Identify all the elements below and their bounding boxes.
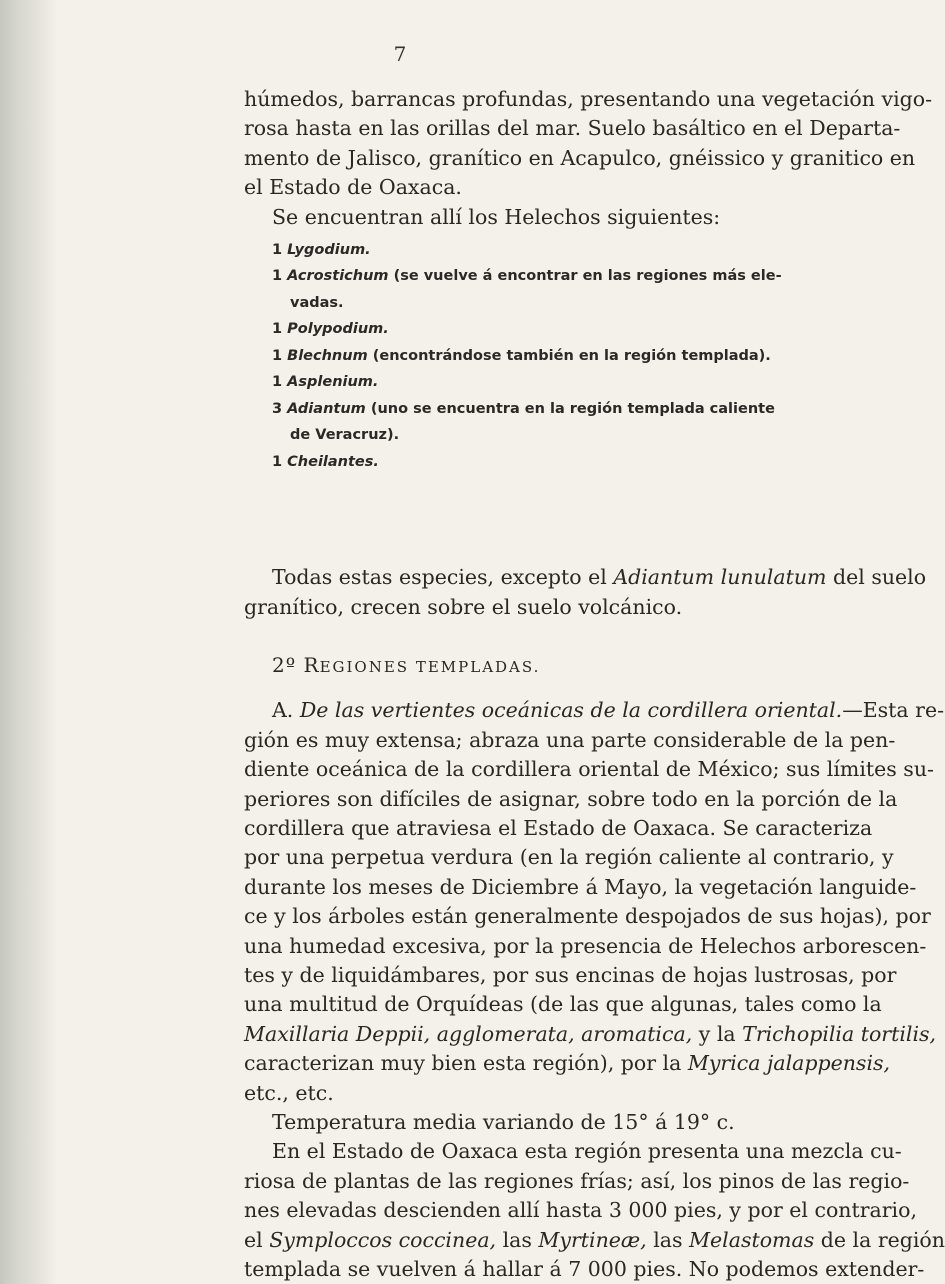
list-count: 1 [272, 374, 283, 391]
text-line: riosa de plantas de las regiones frías; así, los pinos de las regio- [244, 1168, 910, 1193]
list-item [272, 264, 782, 288]
text-line: etc., etc. [244, 1080, 334, 1105]
text-line: diente oceánica de la cordillera oriental de México; sus límites su- [244, 757, 934, 782]
list-item [290, 423, 399, 447]
genus-name: Lygodium. [287, 241, 371, 258]
text-line: el Estado de Oaxaca. [244, 175, 462, 200]
subsection-title: De las vertientes oceánicas de la cordillera oriental. [299, 698, 843, 723]
text-line: el Symploccos coccinea, las Myrtineæ, las Melastomas de la región [244, 1227, 945, 1252]
text-line: por una perpetua verdura (en la región caliente al contrario, y [244, 845, 894, 870]
list-item [272, 370, 378, 394]
species-name: Myrica jalappensis, [687, 1051, 891, 1076]
species-name: Trichopilia tortilis, [742, 1021, 937, 1046]
list-count: 1 [272, 347, 283, 364]
species-name: Symploccos coccinea, [269, 1227, 497, 1252]
genus-name: Polypodium. [287, 321, 389, 338]
list-note: vadas. [290, 294, 344, 311]
text-line: A. De las vertientes oceánicas de la cordillera oriental.—Esta re- [272, 698, 945, 723]
list-count: 1 [272, 321, 283, 338]
text-line: ce y los árboles están generalmente despojados de sus hojas), por [244, 904, 931, 929]
genus-name: Asplenium. [287, 374, 379, 391]
species-name: Myrtineæ, [538, 1227, 647, 1252]
section-heading: 2º REGIONES TEMPLADAS. [272, 653, 541, 678]
text-line: durante los meses de Diciembre á Mayo, la vegetación languide- [244, 874, 917, 899]
list-count: 1 [272, 268, 283, 285]
genus-name: Blechnum [287, 347, 368, 364]
page-number: 7 [393, 42, 407, 66]
text-line: caracterizan muy bien esta región), por la Myrica jalappensis, [244, 1051, 891, 1076]
text-line: Maxillaria Deppii, agglomerata, aromatica, y la Trichopilia tortilis, [244, 1021, 937, 1046]
text-line: granítico, crecen sobre el suelo volcánico. [244, 594, 683, 619]
text-line: Se encuentran allí los Helechos siguientes: [272, 204, 721, 229]
list-count: 1 [272, 241, 283, 258]
list-item [272, 238, 371, 262]
text-line: Todas estas especies, excepto el Adiantum lunulatum del suelo [272, 565, 927, 590]
species-name: Adiantum lunulatum [613, 565, 827, 590]
text-line: húmedos, barrancas profundas, presentando una vegetación vigo- [244, 87, 933, 111]
text-line: templada se vuelven á hallar á 7 000 pies. No podemos extender- [244, 1257, 925, 1281]
text-line: Temperatura media variando de 15° á 19° c. [272, 1110, 735, 1134]
genus-name: Cheilantes. [287, 453, 379, 470]
list-item [272, 450, 379, 474]
text-line: nes elevadas descienden allí hasta 3 000 pies, y por el contrario, [244, 1198, 917, 1223]
text-line: tes y de liquidámbares, por sus encinas de hojas lustrosas, por [244, 963, 897, 988]
list-item [272, 397, 775, 421]
list-count: 1 [272, 453, 283, 470]
text-line: rosa hasta en las orillas del mar. Suelo basáltico en el Departa- [244, 116, 901, 141]
list-count: 3 [272, 400, 283, 417]
list-note: (encontrándose también en la región templada). [372, 347, 771, 364]
genus-name: Adiantum [287, 400, 366, 417]
text-line: En el Estado de Oaxaca esta región presenta una mezcla cu- [272, 1139, 902, 1164]
list-note: (se vuelve á encontrar en las regiones más ele- [393, 268, 782, 285]
species-name: Maxillaria Deppii, agglomerata, aromatica, [244, 1021, 693, 1046]
genus-name: Acrostichum [287, 268, 389, 285]
list-item [272, 317, 389, 341]
text-line: gión es muy extensa; abraza una parte considerable de la pen- [244, 727, 896, 752]
list-item [290, 291, 344, 315]
species-name: Melastomas [689, 1227, 815, 1252]
text-line: una humedad excesiva, por la presencia de Helechos arborescen- [244, 933, 927, 958]
list-item [272, 344, 771, 368]
list-note: (uno se encuentra en la región templada caliente [370, 400, 775, 417]
text-line: una multitud de Orquídeas (de las que algunas, tales como la [244, 992, 882, 1017]
text-line: mento de Jalisco, granítico en Acapulco, gnéissico y granitico en [244, 145, 916, 170]
text-line: periores son difíciles de asignar, sobre todo en la porción de la [244, 786, 898, 811]
text-line: cordillera que atraviesa el Estado de Oaxaca. Se caracteriza [244, 816, 873, 841]
list-note: de Veracruz). [290, 427, 400, 444]
